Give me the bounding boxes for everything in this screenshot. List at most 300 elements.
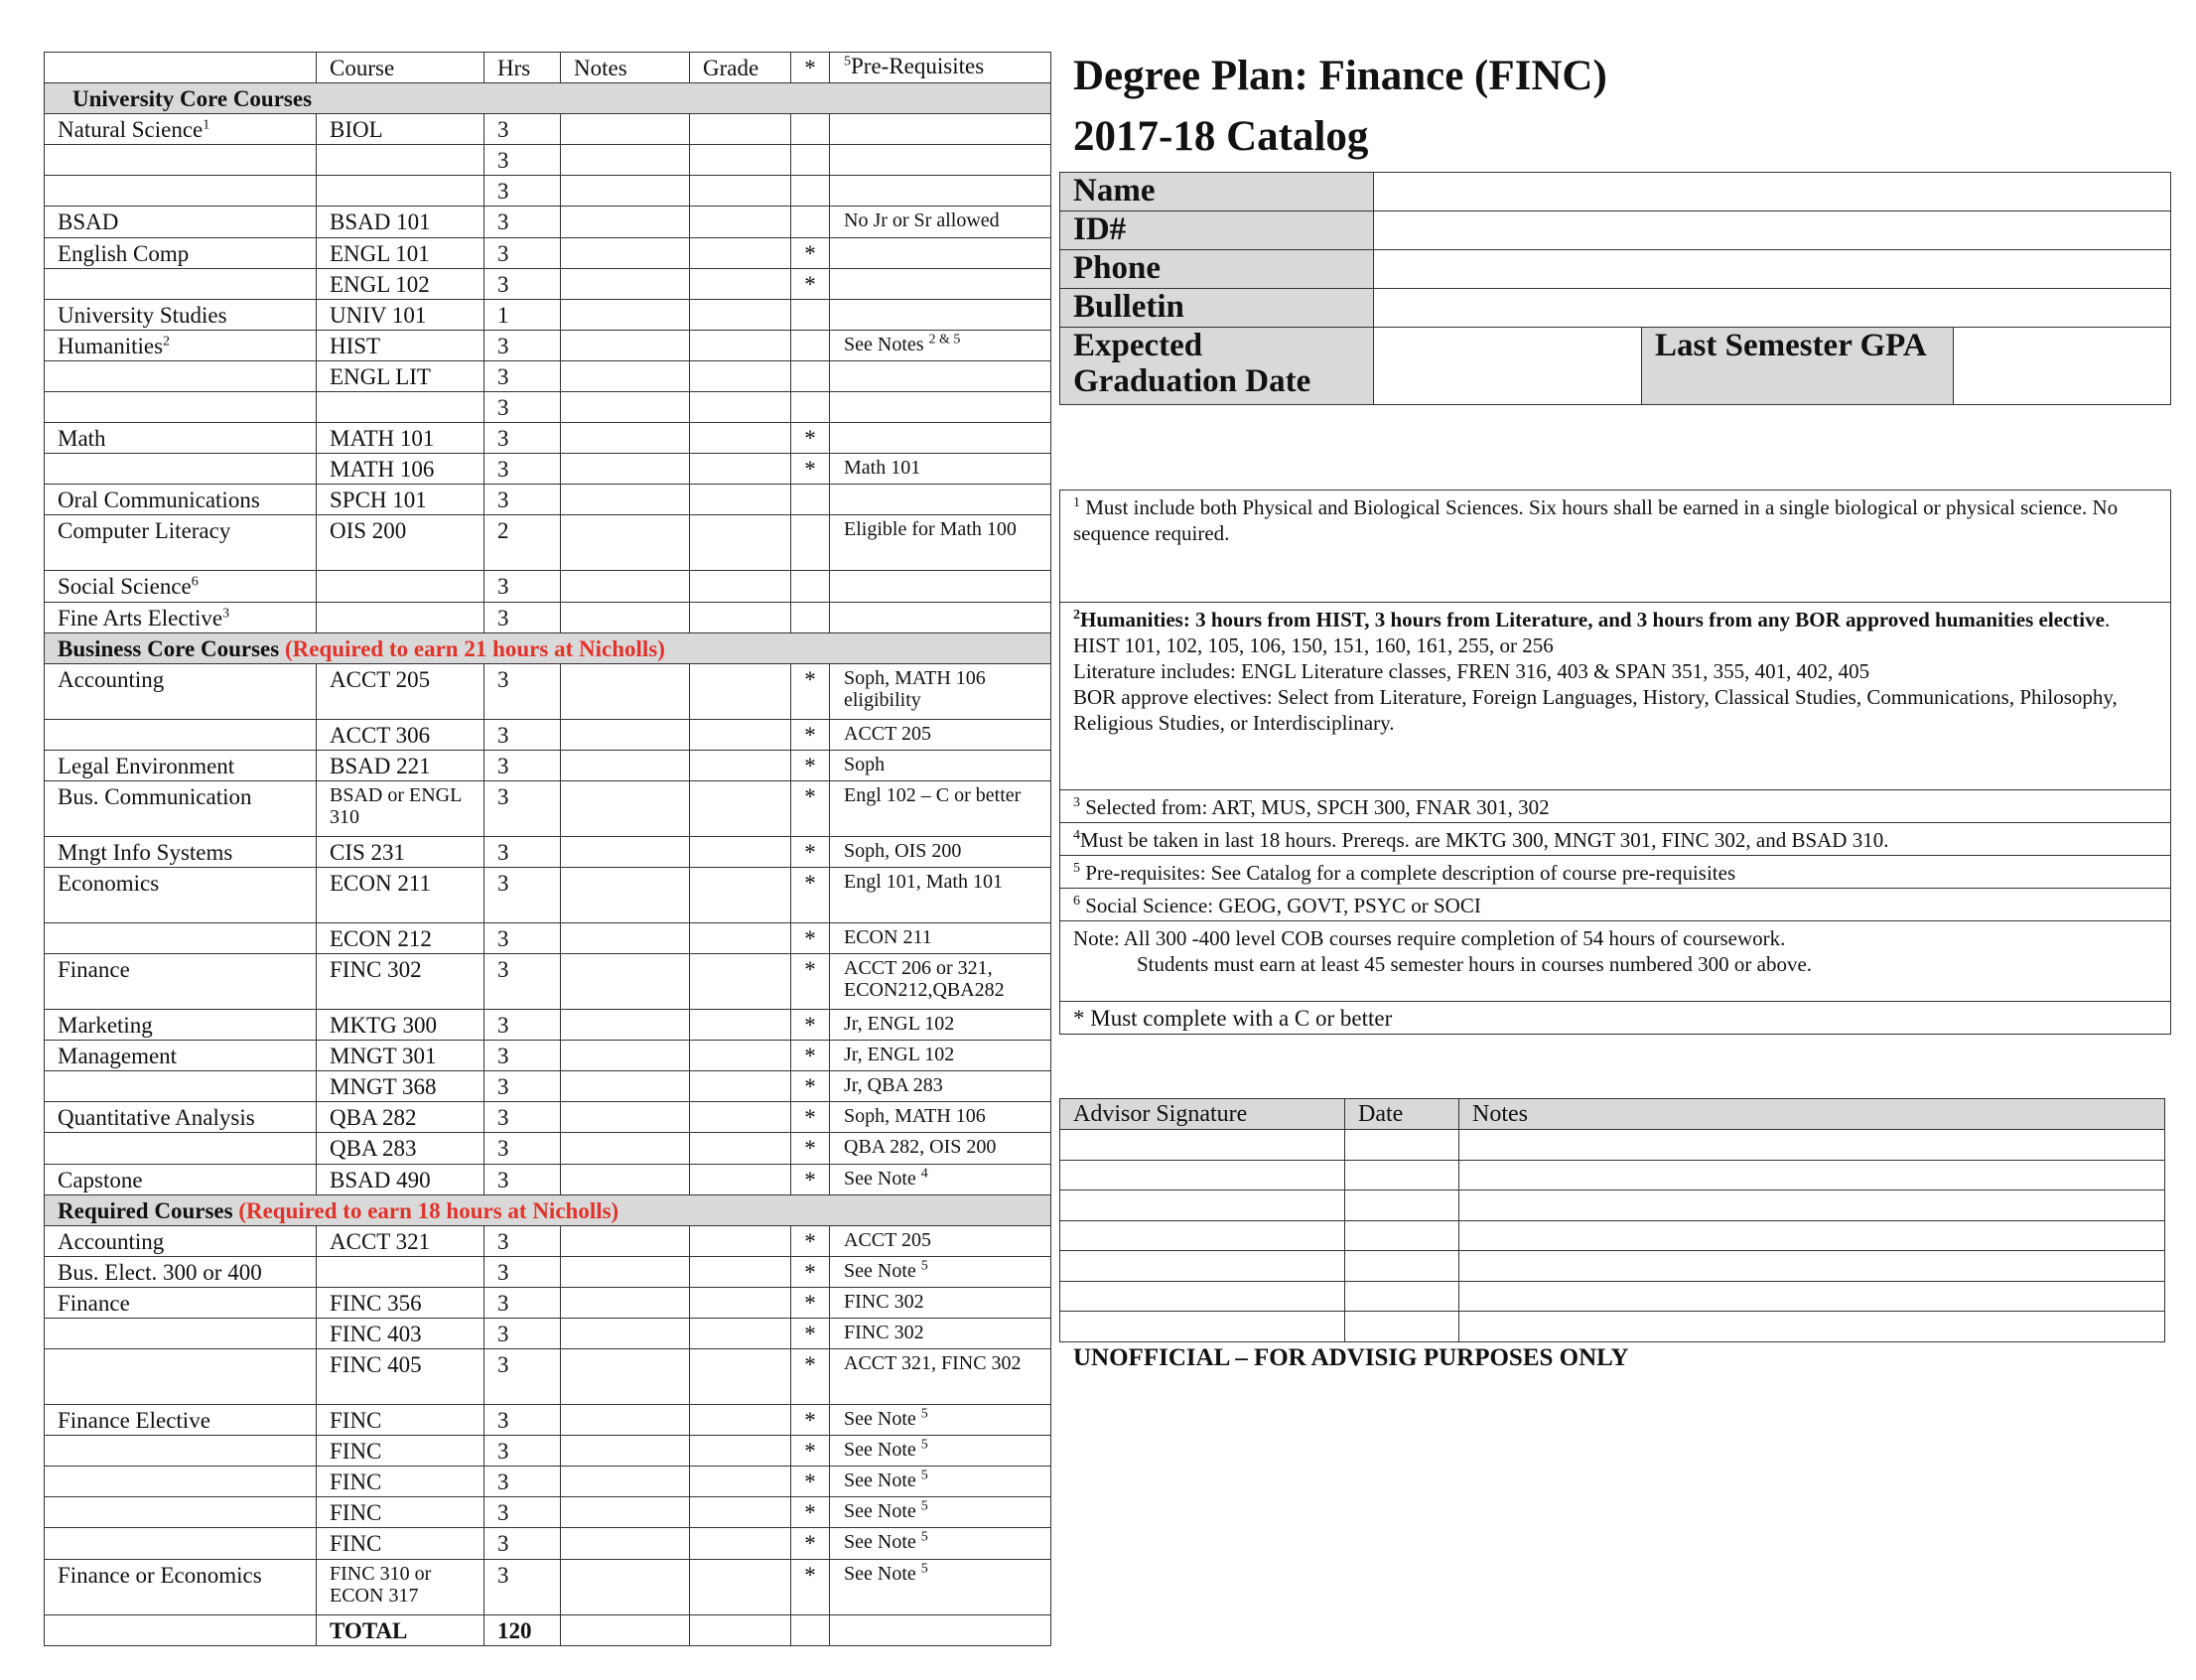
last-semester-gpa-label: Last Semester GPA [1642,328,1954,405]
c-or-better-marker: * [791,1041,830,1071]
advisor-row [1060,1281,2165,1312]
course-number [317,602,484,632]
course-notes-field[interactable] [561,1071,690,1102]
advisor-signature-field[interactable] [1060,1220,1345,1251]
course-number: ENGL 102 [317,268,484,299]
course-prereq-text: Engl 101, Math 101 [844,870,1003,893]
phone-label: Phone [1060,250,1374,289]
advisor-row [1060,1190,2165,1221]
course-area [45,1102,317,1133]
course-grade-field[interactable] [690,780,791,836]
course-grade-field[interactable] [690,1319,791,1349]
course-prereq [830,922,1051,953]
table-row [45,867,1051,922]
course-notes-field[interactable] [561,922,690,953]
course-grade-field[interactable] [690,1349,791,1405]
course-grade-field[interactable] [690,392,791,423]
header-prereq-sup: 5 [844,54,851,70]
course-prereq-text: ACCT 205 [844,722,931,745]
course-plan-body [45,53,1051,1646]
course-notes-field[interactable] [561,1164,690,1194]
advisor-notes-field[interactable] [1459,1190,2165,1221]
course-prereq [830,571,1051,602]
course-notes-field[interactable] [561,954,690,1010]
course-grade-field[interactable] [690,1225,791,1256]
advisor-date-field[interactable] [1345,1130,1459,1161]
course-notes-field[interactable] [561,1256,690,1287]
course-number: FINC 405 [317,1349,484,1405]
course-number: SPCH 101 [317,485,484,515]
advisor-signature-header: Advisor Signature [1060,1099,1345,1130]
footnote-2-heading: Humanities: 3 hours from HIST, 3 hours from Literature, and 3 hours from any BOR approved humanities elective [1080,608,2105,631]
course-notes-field[interactable] [561,485,690,515]
course-number: MNGT 368 [317,1071,484,1102]
advisor-date-field[interactable] [1345,1281,1459,1312]
course-prereq [830,176,1051,207]
course-grade-field[interactable] [690,176,791,207]
table-row [45,392,1051,423]
course-hours: 3 [484,114,561,145]
c-or-better-marker [791,299,830,330]
table-row [45,1164,1051,1194]
course-notes-field[interactable] [561,1528,690,1559]
course-hours: 3 [484,1071,561,1102]
course-hours: 3 [484,1528,561,1559]
course-grade-field[interactable] [690,207,791,237]
c-or-better-marker: * [791,1102,830,1133]
course-notes-field[interactable] [561,515,690,571]
header-star: * [791,53,830,83]
course-grade-field[interactable] [690,330,791,360]
course-notes-field[interactable] [561,663,690,719]
table-row [45,1559,1051,1614]
c-or-better-marker [791,330,830,360]
course-notes-field[interactable] [561,114,690,145]
course-prereq-text: See Note [844,1408,921,1431]
course-notes-field[interactable] [561,836,690,867]
table-row [45,268,1051,299]
table-row [45,515,1051,571]
footnote-5-marker: 5 [1073,861,1080,876]
advisor-notes-field[interactable] [1459,1160,2165,1190]
course-area-label: Quantitative Analysis [58,1105,255,1131]
course-area-label: Accounting [58,666,165,692]
course-notes-field[interactable] [561,571,690,602]
course-notes-field[interactable] [561,330,690,360]
course-hours: 3 [484,867,561,922]
id-field[interactable] [1374,211,2171,250]
section-title-text: Required Courses [58,1197,233,1223]
course-grade-field[interactable] [690,1405,791,1436]
c-or-better-marker [791,485,830,515]
course-grade-field[interactable] [690,114,791,145]
course-grade-field[interactable] [690,268,791,299]
id-label: ID# [1060,211,1374,250]
course-grade-field[interactable] [690,145,791,176]
course-notes-field[interactable] [561,780,690,836]
course-area [45,1010,317,1041]
course-hours: 3 [484,1010,561,1041]
course-grade-field[interactable] [690,1559,791,1614]
table-row [45,330,1051,360]
advisor-notes-field[interactable] [1459,1281,2165,1312]
c-or-better-marker: * [791,1010,830,1041]
total-hrs: 120 [484,1614,561,1645]
course-number: HIST [317,330,484,360]
table-row [45,1528,1051,1559]
course-notes-field[interactable] [561,1102,690,1133]
c-or-better-marker [791,515,830,571]
footnote-4 [1060,823,2171,856]
header-course: Course [317,53,484,83]
course-prereq-text: See Note [844,1470,921,1492]
course-prereq-text: Eligible for Math 100 [844,518,1017,541]
course-prereq [830,1010,1051,1041]
table-row [45,954,1051,1010]
advisor-date-field[interactable] [1345,1190,1459,1221]
course-prereq-text: ACCT 321, FINC 302 [844,1352,1022,1375]
table-row [45,1349,1051,1405]
course-prereq [830,299,1051,330]
c-or-better-marker: * [791,1528,830,1559]
course-hours: 3 [484,237,561,268]
course-hours: 3 [484,719,561,750]
footnote-marker: 5 [920,1258,928,1274]
course-area-label: Management [58,1044,178,1069]
course-prereq-text: ACCT 205 [844,1228,931,1251]
course-hours: 3 [484,485,561,515]
course-prereq [830,114,1051,145]
course-notes-field[interactable] [561,602,690,632]
course-notes-field[interactable] [561,454,690,485]
total-label: TOTAL [317,1614,484,1645]
table-row [45,1071,1051,1102]
course-area-label: Humanities [58,333,164,358]
course-notes-field[interactable] [561,1405,690,1436]
course-number: QBA 282 [317,1102,484,1133]
header-hrs: Hrs [484,53,561,83]
course-notes-field[interactable] [561,1133,690,1164]
course-grade-field[interactable] [690,1436,791,1467]
c-or-better-marker: * [791,237,830,268]
general-note-line1: Note: All 300 -400 level COB courses require completion of 54 hours of coursework. [1073,926,1786,950]
course-area-label: Finance or Economics [58,1562,262,1588]
course-prereq-text: Math 101 [844,457,921,480]
footnote-marker: 5 [920,1560,928,1576]
advisor-signature-field[interactable] [1060,1312,1345,1342]
c-or-better-marker: * [791,780,830,836]
course-notes-field[interactable] [561,867,690,922]
course-grade-field[interactable] [690,1102,791,1133]
grade-requirement-text: * Must complete with a C or better [1060,1002,2171,1035]
footnote-3-text: Selected from: ART, MUS, SPCH 300, FNAR 301, 302 [1080,795,1550,819]
course-area [45,114,317,145]
table-row [45,1287,1051,1318]
course-notes-field[interactable] [561,719,690,750]
course-grade-field[interactable] [690,237,791,268]
course-area-label: Capstone [58,1167,143,1192]
advisor-notes-field[interactable] [1459,1312,2165,1342]
course-area [45,571,317,602]
c-or-better-marker: * [791,1436,830,1467]
course-hours: 3 [484,1559,561,1614]
course-prereq [830,663,1051,719]
course-notes-field[interactable] [561,207,690,237]
course-grade-field[interactable] [690,750,791,780]
course-number: ENGL 101 [317,237,484,268]
course-grade-field[interactable] [690,299,791,330]
catalog-year: 2017-18 Catalog [1073,113,1369,160]
c-or-better-marker: * [791,1467,830,1497]
course-grade-field[interactable] [690,1287,791,1318]
course-number: CIS 231 [317,836,484,867]
course-area [45,423,317,454]
course-prereq-text: Jr, ENGL 102 [844,1044,955,1066]
footnote-2-marker: 2 [1073,608,1080,623]
course-notes-field[interactable] [561,360,690,391]
table-header-row [45,53,1051,83]
course-prereq-text: No Jr or Sr allowed [844,210,1000,232]
c-or-better-marker: * [791,1225,830,1256]
advisor-notes-field[interactable] [1459,1251,2165,1282]
course-area [45,1071,317,1102]
course-notes-field[interactable] [561,1349,690,1405]
table-row [45,1319,1051,1349]
course-prereq [830,750,1051,780]
course-notes-field[interactable] [561,1559,690,1614]
c-or-better-marker: * [791,1497,830,1528]
course-hours: 3 [484,145,561,176]
table-row [45,299,1051,330]
header-grade: Grade [690,53,791,83]
course-grade-field[interactable] [690,602,791,632]
advisor-signature-field[interactable] [1060,1281,1345,1312]
course-grade-field[interactable] [690,360,791,391]
course-prereq [830,207,1051,237]
course-hours: 3 [484,1319,561,1349]
course-notes-field[interactable] [561,1467,690,1497]
course-area-label: Oral Communications [58,488,260,513]
course-notes-field[interactable] [561,299,690,330]
advisor-row [1060,1130,2165,1161]
course-plan-table [44,52,1051,1646]
advisor-header-row [1060,1099,2165,1130]
course-hours: 3 [484,1225,561,1256]
advisor-notes-field[interactable] [1459,1220,2165,1251]
footnote-6 [1060,889,2171,921]
footnote-3-marker: 3 [1073,795,1080,810]
footnote-5-cell [1060,856,2171,889]
course-notes-field[interactable] [561,423,690,454]
course-hours: 3 [484,1256,561,1287]
expected-graduation-field[interactable] [1374,328,1642,405]
advisor-signature-field[interactable] [1060,1160,1345,1190]
course-hours: 3 [484,176,561,207]
course-notes-field[interactable] [561,750,690,780]
advisor-row [1060,1220,2165,1251]
course-notes-field[interactable] [561,1225,690,1256]
course-grade-field[interactable] [690,1497,791,1528]
course-prereq-text: See Note [844,1562,921,1585]
course-prereq-text: FINC 302 [844,1322,924,1343]
course-number: FINC [317,1436,484,1467]
course-hours: 3 [484,571,561,602]
course-number [317,392,484,423]
course-area-label: Finance Elective [58,1408,210,1434]
footnote-6-cell [1060,889,2171,921]
course-grade-field[interactable] [690,1528,791,1559]
advisor-date-field[interactable] [1345,1160,1459,1190]
course-notes-field[interactable] [561,1319,690,1349]
advisor-date-field[interactable] [1345,1220,1459,1251]
course-number: FINC [317,1405,484,1436]
advisor-date-header: Date [1345,1099,1459,1130]
course-prereq-text: Soph, MATH 106 eligibility [844,666,986,711]
course-notes-field[interactable] [561,1287,690,1318]
course-area-label: Bus. Elect. 300 or 400 [58,1259,262,1285]
course-prereq [830,1349,1051,1405]
course-area-label: Fine Arts Elective [58,605,223,630]
footnote-5 [1060,856,2171,889]
bulletin-field[interactable] [1374,289,2171,328]
info-row-id [1060,211,2171,250]
course-notes-field[interactable] [561,1436,690,1467]
c-or-better-marker [791,145,830,176]
table-row [45,176,1051,207]
course-area-label: Math [58,426,106,452]
course-area [45,454,317,485]
course-grade-field[interactable] [690,454,791,485]
advisor-signature-field[interactable] [1060,1130,1345,1161]
course-hours: 3 [484,750,561,780]
course-prereq-text: Soph, MATH 106 [844,1105,986,1128]
advisor-date-field[interactable] [1345,1251,1459,1282]
course-area-label: BSAD [58,210,119,235]
course-grade-field[interactable] [690,1133,791,1164]
course-grade-field[interactable] [690,719,791,750]
page-title: Degree Plan: Finance (FINC) [1073,53,1607,99]
course-area [45,602,317,632]
footnote-1-marker: 1 [1073,495,1080,510]
advisor-table [1059,1098,2165,1342]
course-prereq [830,1225,1051,1256]
course-number: MATH 106 [317,454,484,485]
advisor-row [1060,1312,2165,1342]
section-title [45,1194,1051,1225]
course-notes-field[interactable] [561,176,690,207]
table-row [45,1133,1051,1164]
course-grade-field[interactable] [690,571,791,602]
course-prereq-text: Soph, OIS 200 [844,839,962,862]
course-area-label: Legal Environment [58,753,235,778]
table-row [45,1467,1051,1497]
course-prereq-text: See Note [844,1259,921,1282]
course-grade-field[interactable] [690,1010,791,1041]
course-number: QBA 283 [317,1133,484,1164]
course-hours: 3 [484,1133,561,1164]
course-notes-field[interactable] [561,237,690,268]
course-grade-field[interactable] [690,954,791,1010]
course-notes-field[interactable] [561,145,690,176]
course-grade-field[interactable] [690,1256,791,1287]
course-grade-field[interactable] [690,515,791,571]
course-number: BSAD or ENGL 310 [317,780,484,836]
course-area [45,145,317,176]
course-area-label: Social Science [58,574,192,600]
section-title [45,632,1051,663]
table-row [45,1436,1051,1467]
course-number: FINC 403 [317,1319,484,1349]
footnote-4-text: Must be taken in last 18 hours. Prereqs. are MKTG 300, MNGT 301, FINC 302, and BSAD 310. [1080,828,1889,852]
course-number: BSAD 101 [317,207,484,237]
advisor-signature-field[interactable] [1060,1190,1345,1221]
course-notes-field[interactable] [561,1497,690,1528]
course-grade-field[interactable] [690,922,791,953]
c-or-better-marker [791,207,830,237]
advisor-signature-field[interactable] [1060,1251,1345,1282]
footnote-3-cell [1060,790,2171,823]
course-area [45,392,317,423]
course-notes-field[interactable] [561,1010,690,1041]
course-area [45,207,317,237]
course-prereq [830,330,1051,360]
header-notes: Notes [561,53,690,83]
course-grade-field[interactable] [690,423,791,454]
course-prereq [830,392,1051,423]
last-semester-gpa-field[interactable] [1954,328,2171,405]
course-grade-field[interactable] [690,1071,791,1102]
course-hours: 3 [484,1405,561,1436]
course-grade-field[interactable] [690,663,791,719]
course-grade-field[interactable] [690,1164,791,1194]
course-area [45,836,317,867]
course-prereq [830,1319,1051,1349]
course-area [45,867,317,922]
course-grade-field[interactable] [690,867,791,922]
advisor-notes-field[interactable] [1459,1130,2165,1161]
course-number: ENGL LIT [317,360,484,391]
course-notes-field[interactable] [561,392,690,423]
c-or-better-marker [791,571,830,602]
table-row [45,207,1051,237]
course-grade-field[interactable] [690,1041,791,1071]
footnote-4-marker: 4 [1073,828,1080,843]
course-area [45,719,317,750]
course-grade-field[interactable] [690,1467,791,1497]
course-number: MATH 101 [317,423,484,454]
course-prereq [830,1133,1051,1164]
footnote-marker: 5 [920,1498,928,1514]
course-number: MNGT 301 [317,1041,484,1071]
course-prereq [830,268,1051,299]
course-hours: 3 [484,392,561,423]
course-grade-field[interactable] [690,485,791,515]
course-prereq [830,485,1051,515]
phone-field[interactable] [1374,250,2171,289]
advisor-date-field[interactable] [1345,1312,1459,1342]
course-number: FINC 310 or ECON 317 [317,1559,484,1614]
course-number: FINC 356 [317,1287,484,1318]
course-number: BSAD 221 [317,750,484,780]
course-area [45,330,317,360]
course-area [45,1528,317,1559]
name-field[interactable] [1374,173,2171,211]
course-notes-field[interactable] [561,268,690,299]
course-hours: 3 [484,268,561,299]
course-notes-field[interactable] [561,1041,690,1071]
c-or-better-marker: * [791,1071,830,1102]
course-grade-field[interactable] [690,836,791,867]
